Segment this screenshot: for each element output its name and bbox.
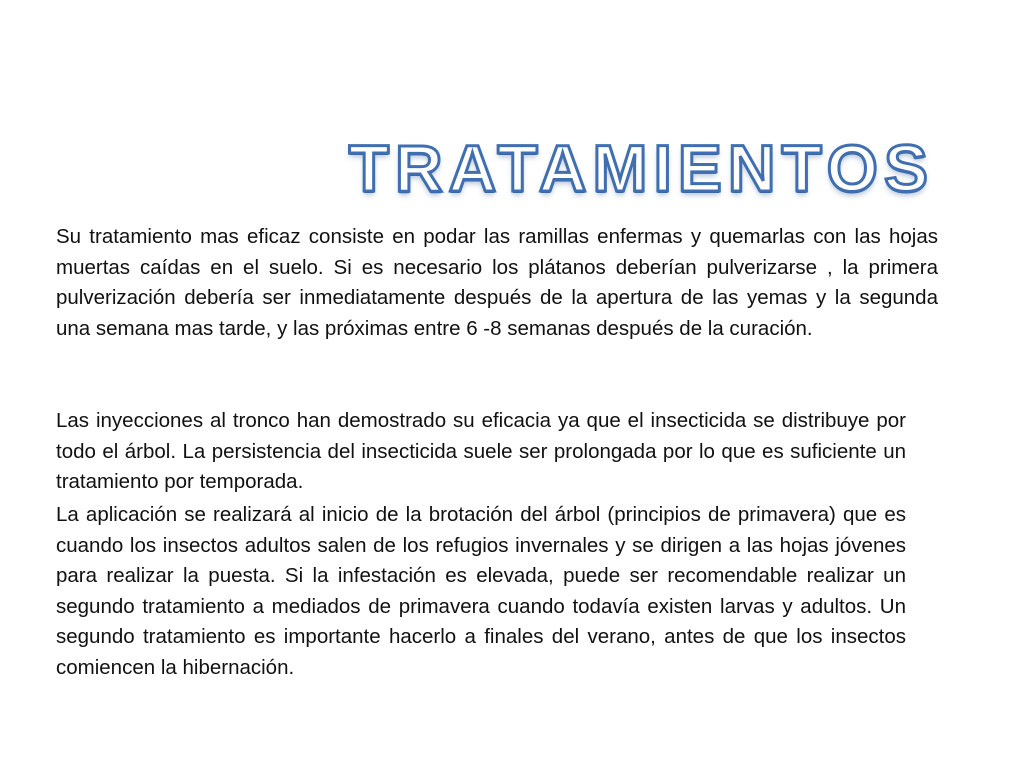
paragraph-trunk-injections: Las inyecciones al tronco han demostrado su eficacia ya que el insecticida se distribuye por todo el árbol. La persistencia del insecticida suele ser prolongada por lo que es suficiente un tratamiento por temporada. <box>56 409 906 493</box>
slide-title <box>0 128 934 208</box>
slide-title-text: TRATAMIENTOS <box>349 128 934 208</box>
paragraph-application-timing: La aplicación se realizará al inicio de la brotación del árbol (principios de primavera) que es cuando los insectos adultos salen de los refugios invernales y se dirigen a las hojas jóvenes para realizar la puesta. Si la infestación es elevada, puede ser recomendable realizar un segundo tratamiento a mediados de primavera cuando todavía existen larvas y adultos. Un segundo tratamiento es importante hacerlo a finales del verano, antes de que los insectos comiencen la hibernación. <box>56 503 906 679</box>
paragraph-treatment-pruning: Su tratamiento mas eficaz consiste en podar las ramillas enfermas y quemarlas con las hojas muertas caídas en el suelo. Si es necesario los plátanos deberían pulverizarse , la primera pulverización debería ser inmediatamente después de la apertura de las yemas y la segunda una semana mas tarde, y las próximas entre 6 -8 semanas después de la curación. <box>56 225 938 340</box>
